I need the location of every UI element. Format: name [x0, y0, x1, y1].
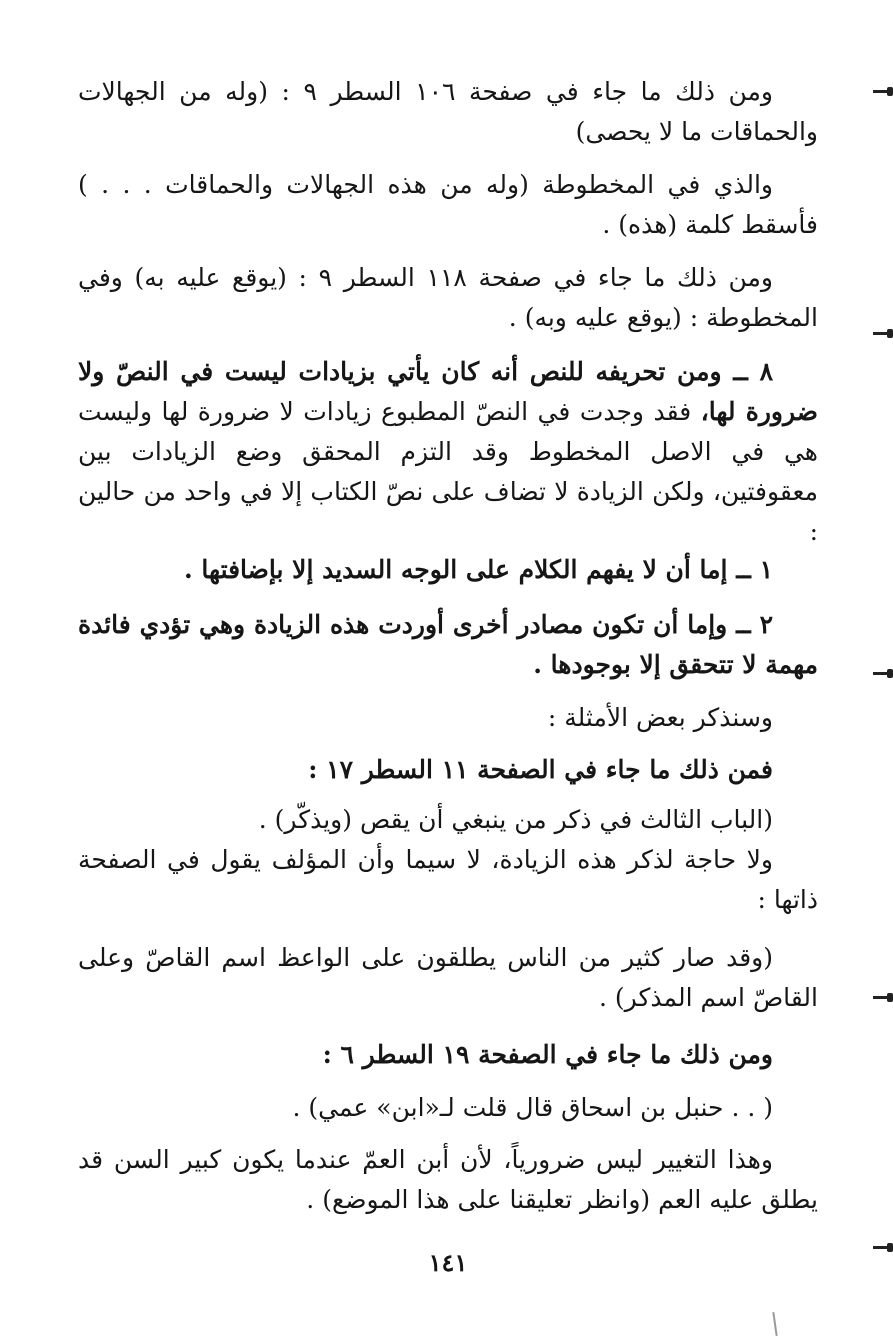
example-page-11-heading: فمن ذلك ما جاء في الصفحة ١١ السطر ١٧ : [308, 755, 773, 784]
paragraph-example-page-118: ومن ذلك ما جاء في صفحة ١١٨ السطر ٩ : (يوقع عليه به) وفي المخطوطة : (يوقع عليه وبه) . [78, 263, 818, 332]
example-page-19-heading: ومن ذلك ما جاء في الصفحة ١٩ السطر ٦ : [322, 1040, 773, 1069]
quote-preacher-storyteller: (وقد صار كثير من الناس يطلقون على الواعظ اسم القاصّ وعلى القاصّ اسم المذكر) . [78, 943, 818, 1012]
paragraph-change-not-necessary: وهذا التغيير ليس ضرورياً، لأن أبن العمّ عندما يكون كبير السن قد يطلق عليه العم (وانظر تعليقنا على هذا الموضع) . [78, 1145, 818, 1214]
paragraph-manuscript-note-1: والذي في المخطوطة (وله من هذه الجهالات والحماقات . . . ) فأسقط كلمة (هذه) . [78, 170, 818, 239]
paragraph-point-8-additions [78, 352, 818, 552]
margin-mark [873, 332, 893, 335]
condition-1: ١ ــ إما أن لا يفهم الكلام على الوجه السديد إلا بإضافتها . [184, 555, 773, 584]
examples-intro: وسنذكر بعض الأمثلة : [547, 703, 773, 732]
point-8-heading: ٨ ــ ومن تحريفه للنص أنه كان يأتي بزيادات ليست في النصّ ولا ضرورة لها، [78, 357, 819, 426]
margin-mark [873, 996, 893, 999]
margin-mark [873, 1246, 893, 1249]
margin-mark [873, 672, 893, 675]
condition-2: ٢ ــ وإما أن تكون مصادر أخرى أوردت هذه الزيادة وهي تؤدي فائدة مهمة لا تتحقق إلا بوجودها . [78, 610, 818, 679]
quote-hanbal-ibn-ishaq: ( . . حنبل بن اسحاق قال قلت لـ«ابن» عمي) . [292, 1093, 773, 1122]
point-8-body: فقد وجدت في النصّ المطبوع زيادات لا ضرورة لها وليست هي في الاصل المخطوط وقد التزم المحقق وضع الزيادات بين معقوفتين، ولكن الزيادة لا تضاف على نصّ الكتاب إلا في واحد من حالين : [78, 397, 818, 546]
book-page [78, 0, 818, 1340]
paragraph-no-need-addition: ولا حاجة لذكر هذه الزيادة، لا سيما وأن المؤلف يقول في الصفحة ذاتها : [78, 845, 818, 914]
margin-mark [873, 90, 893, 93]
paragraph-example-page-106: ومن ذلك ما جاء في صفحة ١٠٦ السطر ٩ : (وله من الجهالات والحماقات ما لا يحصى) [78, 77, 818, 146]
quote-chapter-three: (الباب الثالث في ذكر من ينبغي أن يقص (ويذكّر) . [258, 805, 773, 834]
page-number: ١٤١ [428, 1248, 468, 1277]
